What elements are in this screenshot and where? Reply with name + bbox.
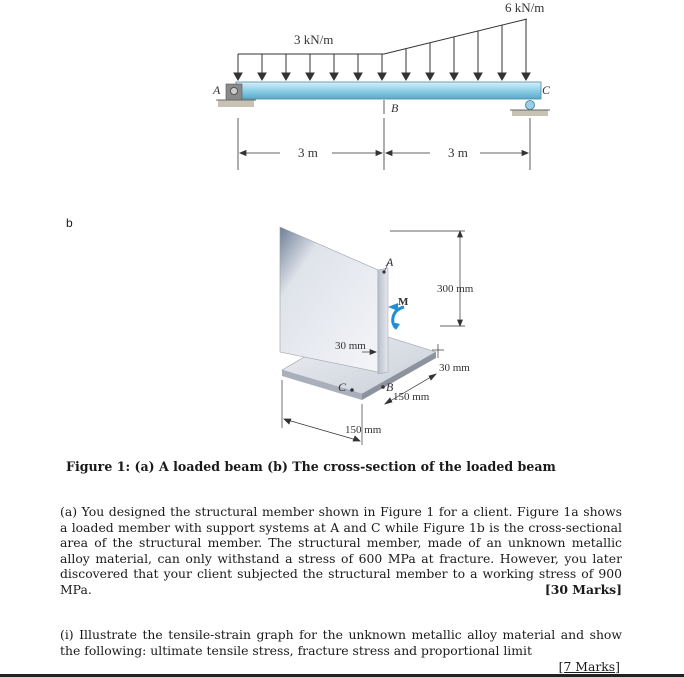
moment-label: M (398, 296, 409, 308)
loaded-beam-figure (212, 0, 551, 170)
point-c-label-b: C (338, 380, 347, 394)
question-a-text: (a) You designed the structural member shown in Figure 1 for a client. Figure 1a shows a loaded member with support systems at A and C while Figure 1b is the cross-sectional area of the structural member. The structural member, made of an unknown metallic alloy material, can only withstand a stress of 600 MPa at fracture. However, you later discovered that your client subjected the structural member to a working stress of 900 MPa. (60, 504, 622, 597)
dim-30-right-label: 30 mm (439, 362, 470, 374)
load-label-right: 6 kN/m (505, 0, 545, 15)
dim-left-label: 3 m (298, 145, 318, 160)
question-i-text: (i) Illustrate the tensile-strain graph for the unknown metallic alloy material and show the following: ultimate tensile stress, fracture stress and proportional limit (60, 627, 622, 658)
point-c-label: C (542, 83, 551, 97)
figure-caption: Figure 1: (a) A loaded beam (b) The cross-section of the loaded beam (66, 459, 556, 474)
question-a (60, 504, 622, 598)
point-a-label-b: A (386, 255, 394, 269)
beam (236, 82, 541, 99)
load-label-left: 3 kN/m (294, 32, 334, 47)
web-edge (378, 268, 388, 374)
roller-support-c (510, 101, 550, 117)
dim-150-bottom-label: 150 mm (345, 424, 382, 436)
point-b-label: B (391, 101, 399, 115)
dim-150-right-label: 150 mm (393, 391, 430, 403)
point-c-dot (350, 388, 354, 392)
load-arrows (234, 19, 530, 80)
question-a-marks: [30 Marks] (544, 581, 622, 597)
point-b-label-b: B (386, 380, 394, 394)
dimension-lines (238, 118, 530, 170)
point-a-label: A (213, 83, 221, 97)
cross-section-figure (280, 227, 474, 445)
dim-right-label: 3 m (448, 145, 468, 160)
question-i-marks: [7 Marks] (558, 659, 620, 674)
point-b-dot (381, 385, 385, 389)
distributed-load (234, 19, 530, 80)
question-i (60, 627, 622, 658)
dim-300 (390, 231, 465, 326)
dim-300-label: 300 mm (437, 283, 474, 295)
dim-30-left-label: 30 mm (335, 340, 366, 352)
side-label-b: b (66, 216, 73, 230)
